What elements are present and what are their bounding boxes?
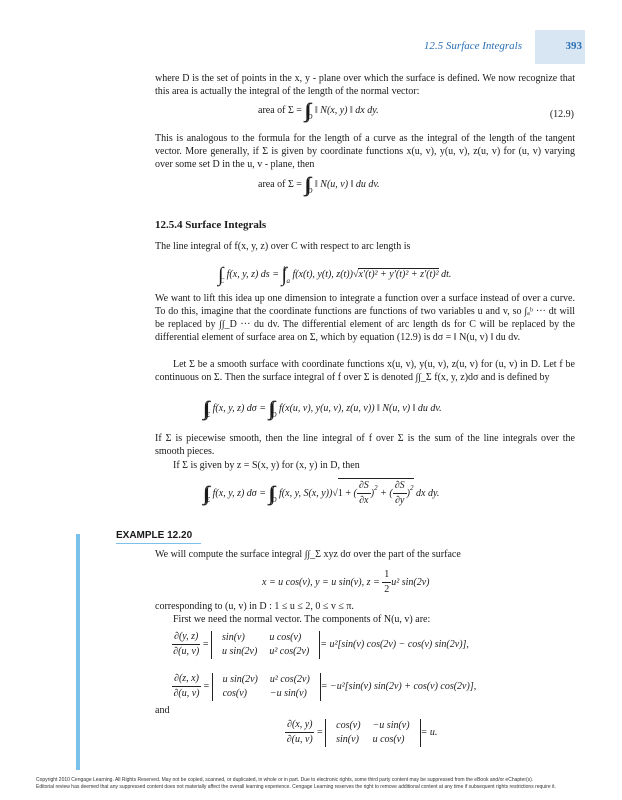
jac1-equals: = <box>202 638 209 650</box>
equation-number: (12.9) <box>549 109 574 120</box>
param-tail: u² sin(2v) <box>391 576 430 588</box>
matrix-cell: u cos(v) <box>269 631 302 643</box>
one-half-fraction <box>382 568 391 597</box>
matrix-cell: −u sin(v) <box>269 687 307 699</box>
area-equation-uv <box>258 174 380 198</box>
double-integral-icon: ∫∫ <box>268 482 272 505</box>
eq4-surface: Σ <box>205 411 211 419</box>
matrix-cell: u² cos(2v) <box>269 673 310 685</box>
eq1-lhs: area of Σ = <box>258 105 305 116</box>
eq4-domain: D <box>271 411 277 419</box>
example-paragraph-3: First we need the normal vector. The components of N(u, v) are: <box>173 614 431 625</box>
jacobian-yz <box>172 630 469 659</box>
matrix-cell: u sin(2v) <box>222 645 258 657</box>
surface-parametrization <box>262 568 430 597</box>
example-and: and <box>155 705 170 716</box>
jac2-num: ∂(z, x) <box>172 672 201 687</box>
matrix-cell: −u sin(v) <box>372 719 410 731</box>
jac1-fraction <box>172 630 200 659</box>
jac2-result: = −u²[sin(v) sin(2v) + cos(v) cos(2v)], <box>320 680 477 692</box>
section-heading: 12.5.4 Surface Integrals <box>155 219 267 231</box>
equation-12-9 <box>258 100 379 124</box>
section-paragraph-2: We want to lift this idea up one dimension to integrate a function over a surface instead of over a curve. To do this, imagine that the coordinate functions are functions of two variables u and v, so ∫ₐᵇ ··· dt will be replaced by ∫∫_D ··· du dv. The differential element of arc length ds for C will be replaced by the differential element of surface area on Σ, which by equation (12.9) is dσ = ‖ N(u, v) ‖ du dv. <box>155 293 575 343</box>
line-integral-equation: $\int_C$ f(x, y, z) ds = ∫$^b_a$ f(x(t), y(t), z(t))√x′(t)² + y′(t)² + z′(t)² dt. <box>218 264 452 286</box>
jac1-result: = u²[sin(v) cos(2v) − cos(v) sin(2v)], <box>320 638 469 650</box>
jac3-den: ∂(u, v) <box>286 734 313 745</box>
jacobian-xy <box>285 718 437 747</box>
matrix-cell: u cos(v) <box>372 733 405 745</box>
eq3-lower: a <box>286 277 290 285</box>
jac3-equals: = <box>316 726 323 738</box>
half-denominator: 2 <box>384 584 390 595</box>
intro-paragraph-2: This is analogous to the formula for the length of a curve as the integral of the length of the tangent vector. More generally, if Σ is given by coordinate functions x(u, v), y(u, v), z(u, v) for (u, v) varying over some set D in the u, v - plane, then <box>155 133 575 170</box>
eq3-curve: C <box>219 277 225 285</box>
jac3-num: ∂(x, y) <box>285 718 314 733</box>
dx-denominator: ∂x <box>359 495 369 506</box>
eq5-domain: D <box>271 495 277 504</box>
eq2-domain: D <box>307 187 313 195</box>
double-integral-icon: ∫∫ <box>203 482 206 505</box>
eq3-left: f(x, y, z) ds = <box>226 269 282 280</box>
dy-denominator: ∂y <box>394 495 405 506</box>
page-number: 393 <box>565 40 582 52</box>
footer-line-1: Copyright 2010 Cengage Learning. All Rights Reserved. May not be copied, scanned, or duplicated, in whole or in part. Due to electronic rights, some third party content may be suppressed from the eBook and/or eChapter(s). <box>36 777 534 783</box>
matrix-cell: cos(v) <box>222 687 248 699</box>
double-integral-icon: ∫∫ <box>304 100 308 122</box>
jacobian-zx <box>172 672 476 701</box>
eq3-upper: b <box>282 265 287 273</box>
eq4-left: f(x, y, z) dσ = <box>212 403 269 414</box>
eq1-domain: D <box>307 113 313 121</box>
section-paragraph-5: If Σ is given by z = S(x, y) for (x, y) in D, then <box>173 460 360 471</box>
eq5-exp-y: 2 <box>410 483 414 492</box>
copyright-footer <box>36 777 596 791</box>
example-sidebar-bar <box>76 534 80 770</box>
jac1-determinant <box>211 631 320 659</box>
eq2-rhs: ‖ N(u, v) ‖ du dv. <box>314 179 380 190</box>
double-integral-icon: ∫∫ <box>268 398 272 420</box>
integral-icon: ∫ <box>218 264 220 286</box>
jac3-fraction <box>285 718 314 747</box>
dS-numerator: ∂S <box>357 479 371 494</box>
matrix-cell: sin(v) <box>222 631 245 643</box>
jac2-den: ∂(u, v) <box>173 688 200 699</box>
jac1-den: ∂(u, v) <box>173 646 200 657</box>
eq5-radicand: 1 + ( $\frac{\partial S}{\partial x}$ )$^2$ + ( $\frac{\partial S}{\partial y}$ )$^2$ <box>337 480 414 506</box>
eq5-exp-x: 2 <box>374 483 378 492</box>
param-line: x = u cos(v), y = u sin(v), z = <box>262 576 383 588</box>
eq5-plus: + <box>377 487 390 499</box>
integral-icon: ∫ <box>281 264 283 286</box>
surface-integral-definition <box>203 398 442 422</box>
eq5-mid: f(x, y, S(x, y)) <box>279 487 333 499</box>
matrix-cell: u² cos(2v) <box>269 645 310 657</box>
example-paragraph-1: We will compute the surface integral ∫∫_Σ xyz dσ over the part of the surface <box>155 549 461 560</box>
jac1-num: ∂(y, z) <box>172 630 200 645</box>
section-paragraph-1: The line integral of f(x, y, z) over C with respect to arc length is <box>155 241 411 252</box>
eq5-end: dx dy. <box>413 487 440 499</box>
dS-dx-fraction <box>357 479 371 508</box>
eq3-radicand: x′(t)² + y′(t)² + z′(t)² <box>358 269 439 280</box>
matrix-cell: cos(v) <box>336 719 361 731</box>
half-numerator: 1 <box>382 568 391 583</box>
eq2-lhs: area of Σ = <box>258 179 305 190</box>
jac2-determinant <box>212 673 321 701</box>
graph-surface-equation: $\int\int_\Sigma$ f(x, y, z) $d\sigma = \int\int_D$ f(x, y, S(x, y))√1 + ( $\frac{\partial S}{\partial x}$ )$^2$ + ( $\frac{\partial S}{\partial y}$ )$^2$ dx dy. <box>203 480 440 506</box>
page-header <box>0 0 622 64</box>
dS-dy-fraction <box>393 479 407 508</box>
eq5-one: 1 + <box>337 487 354 499</box>
example-rule <box>116 543 201 544</box>
eq5-left: f(x, y, z) dσ = <box>212 487 269 499</box>
eq1-rhs: ‖ N(x, y) ‖ dx dy. <box>314 105 379 116</box>
section-paragraph-4: If Σ is piecewise smooth, then the line integral of f over Σ is the sum of the line integrals over the smooth pieces. <box>155 433 575 457</box>
eq3-end: dt. <box>438 269 452 280</box>
double-integral-icon: ∫∫ <box>304 174 308 196</box>
dS-numerator: ∂S <box>393 479 407 494</box>
matrix-cell: u sin(2v) <box>222 673 258 685</box>
double-integral-icon: ∫∫ <box>203 398 206 420</box>
example-label: EXAMPLE 12.20 <box>116 530 193 541</box>
eq4-right: f(x(u, v), y(u, v), z(u, v)) ‖ N(u, v) ‖ du dv. <box>279 403 442 414</box>
jac3-result: = u. <box>420 726 438 738</box>
section-paragraph-3: Let Σ be a smooth surface with coordinate functions x(u, v), y(u, v), z(u, v) for (u, v) in D. Let f be continuous on Σ. Then the surface integral of f over Σ is denoted ∫∫_Σ f(x, y, z)dσ and is defined by <box>155 359 575 383</box>
matrix-cell: sin(v) <box>336 733 359 745</box>
jac2-equals: = <box>203 680 210 692</box>
eq3-right: f(x(t), y(t), z(t)) <box>292 269 353 280</box>
jac2-fraction <box>172 672 201 701</box>
eq5-surface: Σ <box>205 495 211 504</box>
jac3-determinant <box>325 719 420 747</box>
footer-line-2: Editorial review has deemed that any suppressed content does not materially affect the overall learning experience. Cengage Learning reserves the right to remove additional content at any time if subsequent rights restrictions require it. <box>36 784 556 790</box>
intro-paragraph-1: where D is the set of points in the x, y - plane over which the surface is defined. We now recognize that this area is actually the integral of the length of the normal vector: <box>155 73 575 97</box>
running-section-title: 12.5 Surface Integrals <box>423 40 522 52</box>
example-paragraph-2: corresponding to (u, v) in D : 1 ≤ u ≤ 2, 0 ≤ v ≤ π. <box>155 601 354 612</box>
